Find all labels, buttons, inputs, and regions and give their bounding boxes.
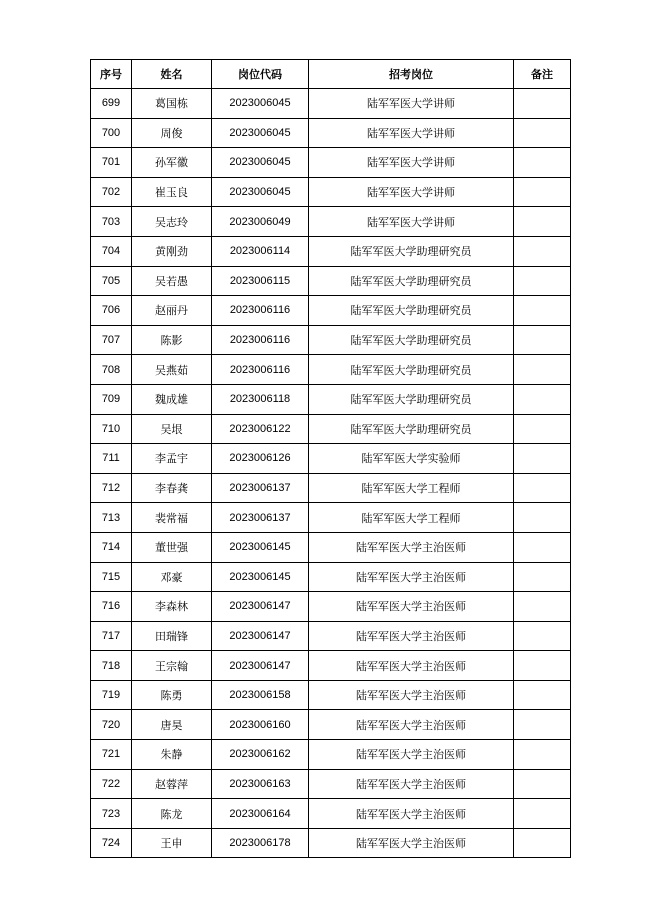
cell-name: 赵蓉萍 xyxy=(132,769,212,799)
cell-position-code: 2023006045 xyxy=(212,177,309,207)
table-row xyxy=(91,325,571,355)
header-remarks: 备注 xyxy=(514,60,571,89)
cell-position-code: 2023006160 xyxy=(212,710,309,740)
cell-recruit-position: 陆军军医大学助理研究员 xyxy=(309,325,514,355)
cell-index: 708 xyxy=(91,355,132,385)
cell-recruit-position: 陆军军医大学讲师 xyxy=(309,207,514,237)
cell-position-code: 2023006137 xyxy=(212,473,309,503)
cell-position-code: 2023006178 xyxy=(212,828,309,858)
cell-index: 714 xyxy=(91,532,132,562)
cell-recruit-position: 陆军军医大学助理研究员 xyxy=(309,384,514,414)
cell-recruit-position: 陆军军医大学讲师 xyxy=(309,177,514,207)
cell-remarks xyxy=(514,177,571,207)
cell-recruit-position: 陆军军医大学主治医师 xyxy=(309,680,514,710)
cell-index: 704 xyxy=(91,236,132,266)
cell-remarks xyxy=(514,325,571,355)
cell-remarks xyxy=(514,740,571,770)
table-row xyxy=(91,503,571,533)
cell-index: 716 xyxy=(91,592,132,622)
cell-recruit-position: 陆军军医大学主治医师 xyxy=(309,621,514,651)
cell-name: 葛国栋 xyxy=(132,89,212,119)
cell-index: 715 xyxy=(91,562,132,592)
cell-index: 701 xyxy=(91,148,132,178)
roster-table xyxy=(90,59,571,858)
table-row xyxy=(91,532,571,562)
cell-index: 699 xyxy=(91,89,132,119)
cell-remarks xyxy=(514,89,571,119)
cell-name: 周俊 xyxy=(132,118,212,148)
cell-name: 邓豪 xyxy=(132,562,212,592)
cell-recruit-position: 陆军军医大学讲师 xyxy=(309,148,514,178)
cell-position-code: 2023006045 xyxy=(212,118,309,148)
header-row xyxy=(91,60,571,89)
cell-name: 赵丽丹 xyxy=(132,296,212,326)
cell-index: 719 xyxy=(91,680,132,710)
cell-position-code: 2023006116 xyxy=(212,296,309,326)
cell-name: 唐昊 xyxy=(132,710,212,740)
table-row xyxy=(91,384,571,414)
cell-name: 王宗翰 xyxy=(132,651,212,681)
cell-recruit-position: 陆军军医大学主治医师 xyxy=(309,710,514,740)
table-row xyxy=(91,444,571,474)
cell-remarks xyxy=(514,384,571,414)
cell-index: 713 xyxy=(91,503,132,533)
cell-name: 董世强 xyxy=(132,532,212,562)
cell-recruit-position: 陆军军医大学工程师 xyxy=(309,503,514,533)
table-row xyxy=(91,177,571,207)
cell-index: 718 xyxy=(91,651,132,681)
cell-recruit-position: 陆军军医大学助理研究员 xyxy=(309,236,514,266)
cell-position-code: 2023006162 xyxy=(212,740,309,770)
cell-remarks xyxy=(514,651,571,681)
table-row xyxy=(91,651,571,681)
table-row xyxy=(91,769,571,799)
cell-index: 717 xyxy=(91,621,132,651)
cell-recruit-position: 陆军军医大学主治医师 xyxy=(309,799,514,829)
cell-remarks xyxy=(514,296,571,326)
cell-recruit-position: 陆军军医大学主治医师 xyxy=(309,592,514,622)
cell-name: 吴志玲 xyxy=(132,207,212,237)
table-row xyxy=(91,740,571,770)
table-row xyxy=(91,236,571,266)
cell-name: 李春龚 xyxy=(132,473,212,503)
cell-index: 724 xyxy=(91,828,132,858)
cell-position-code: 2023006163 xyxy=(212,769,309,799)
cell-name: 吴若愚 xyxy=(132,266,212,296)
table-row xyxy=(91,89,571,119)
cell-name: 田瑞锋 xyxy=(132,621,212,651)
cell-position-code: 2023006147 xyxy=(212,621,309,651)
cell-name: 吴燕茹 xyxy=(132,355,212,385)
cell-name: 孙军徽 xyxy=(132,148,212,178)
cell-name: 陈影 xyxy=(132,325,212,355)
header-recruit-position: 招考岗位 xyxy=(309,60,514,89)
cell-remarks xyxy=(514,562,571,592)
table-row xyxy=(91,207,571,237)
table-row xyxy=(91,562,571,592)
cell-remarks xyxy=(514,680,571,710)
cell-remarks xyxy=(514,266,571,296)
table-row xyxy=(91,828,571,858)
cell-remarks xyxy=(514,236,571,266)
cell-position-code: 2023006145 xyxy=(212,532,309,562)
cell-index: 712 xyxy=(91,473,132,503)
cell-index: 709 xyxy=(91,384,132,414)
table-row xyxy=(91,414,571,444)
cell-index: 702 xyxy=(91,177,132,207)
table-row xyxy=(91,621,571,651)
cell-remarks xyxy=(514,207,571,237)
table-row xyxy=(91,473,571,503)
cell-index: 703 xyxy=(91,207,132,237)
table-row xyxy=(91,118,571,148)
cell-name: 黄刚劲 xyxy=(132,236,212,266)
cell-remarks xyxy=(514,769,571,799)
cell-remarks xyxy=(514,118,571,148)
cell-recruit-position: 陆军军医大学主治医师 xyxy=(309,562,514,592)
cell-index: 723 xyxy=(91,799,132,829)
header-name: 姓名 xyxy=(132,60,212,89)
cell-remarks xyxy=(514,414,571,444)
cell-remarks xyxy=(514,710,571,740)
cell-recruit-position: 陆军军医大学助理研究员 xyxy=(309,296,514,326)
cell-remarks xyxy=(514,828,571,858)
cell-recruit-position: 陆军军医大学讲师 xyxy=(309,118,514,148)
cell-recruit-position: 陆军军医大学助理研究员 xyxy=(309,355,514,385)
cell-recruit-position: 陆军军医大学工程师 xyxy=(309,473,514,503)
table-row xyxy=(91,266,571,296)
cell-index: 706 xyxy=(91,296,132,326)
cell-remarks xyxy=(514,592,571,622)
cell-index: 721 xyxy=(91,740,132,770)
cell-position-code: 2023006116 xyxy=(212,355,309,385)
cell-recruit-position: 陆军军医大学主治医师 xyxy=(309,532,514,562)
cell-remarks xyxy=(514,444,571,474)
cell-remarks xyxy=(514,621,571,651)
cell-recruit-position: 陆军军医大学主治医师 xyxy=(309,651,514,681)
table-row xyxy=(91,592,571,622)
cell-recruit-position: 陆军军医大学主治医师 xyxy=(309,740,514,770)
cell-position-code: 2023006147 xyxy=(212,651,309,681)
table-row xyxy=(91,355,571,385)
cell-name: 王申 xyxy=(132,828,212,858)
table-row xyxy=(91,148,571,178)
cell-position-code: 2023006115 xyxy=(212,266,309,296)
cell-position-code: 2023006116 xyxy=(212,325,309,355)
cell-index: 710 xyxy=(91,414,132,444)
cell-remarks xyxy=(514,532,571,562)
cell-position-code: 2023006164 xyxy=(212,799,309,829)
cell-position-code: 2023006137 xyxy=(212,503,309,533)
cell-position-code: 2023006122 xyxy=(212,414,309,444)
cell-position-code: 2023006126 xyxy=(212,444,309,474)
cell-position-code: 2023006114 xyxy=(212,236,309,266)
cell-recruit-position: 陆军军医大学助理研究员 xyxy=(309,414,514,444)
cell-position-code: 2023006158 xyxy=(212,680,309,710)
cell-index: 720 xyxy=(91,710,132,740)
cell-index: 700 xyxy=(91,118,132,148)
table-header xyxy=(91,60,571,89)
cell-recruit-position: 陆军军医大学主治医师 xyxy=(309,769,514,799)
cell-recruit-position: 陆军军医大学实验师 xyxy=(309,444,514,474)
table-row xyxy=(91,680,571,710)
table-row xyxy=(91,710,571,740)
cell-name: 陈勇 xyxy=(132,680,212,710)
cell-position-code: 2023006145 xyxy=(212,562,309,592)
table-row xyxy=(91,296,571,326)
cell-remarks xyxy=(514,148,571,178)
cell-name: 陈龙 xyxy=(132,799,212,829)
cell-name: 吴垠 xyxy=(132,414,212,444)
cell-position-code: 2023006147 xyxy=(212,592,309,622)
table-row xyxy=(91,799,571,829)
cell-name: 朱静 xyxy=(132,740,212,770)
cell-name: 崔玉良 xyxy=(132,177,212,207)
cell-remarks xyxy=(514,799,571,829)
cell-position-code: 2023006049 xyxy=(212,207,309,237)
cell-recruit-position: 陆军军医大学主治医师 xyxy=(309,828,514,858)
cell-name: 裴常福 xyxy=(132,503,212,533)
cell-index: 707 xyxy=(91,325,132,355)
cell-index: 711 xyxy=(91,444,132,474)
cell-recruit-position: 陆军军医大学助理研究员 xyxy=(309,266,514,296)
cell-name: 魏成雄 xyxy=(132,384,212,414)
cell-index: 705 xyxy=(91,266,132,296)
cell-recruit-position: 陆军军医大学讲师 xyxy=(309,89,514,119)
cell-index: 722 xyxy=(91,769,132,799)
cell-position-code: 2023006118 xyxy=(212,384,309,414)
cell-position-code: 2023006045 xyxy=(212,89,309,119)
header-position-code: 岗位代码 xyxy=(212,60,309,89)
table-body xyxy=(91,89,571,858)
cell-remarks xyxy=(514,473,571,503)
cell-remarks xyxy=(514,355,571,385)
cell-name: 李孟宇 xyxy=(132,444,212,474)
cell-position-code: 2023006045 xyxy=(212,148,309,178)
cell-remarks xyxy=(514,503,571,533)
cell-name: 李森林 xyxy=(132,592,212,622)
header-index: 序号 xyxy=(91,60,132,89)
